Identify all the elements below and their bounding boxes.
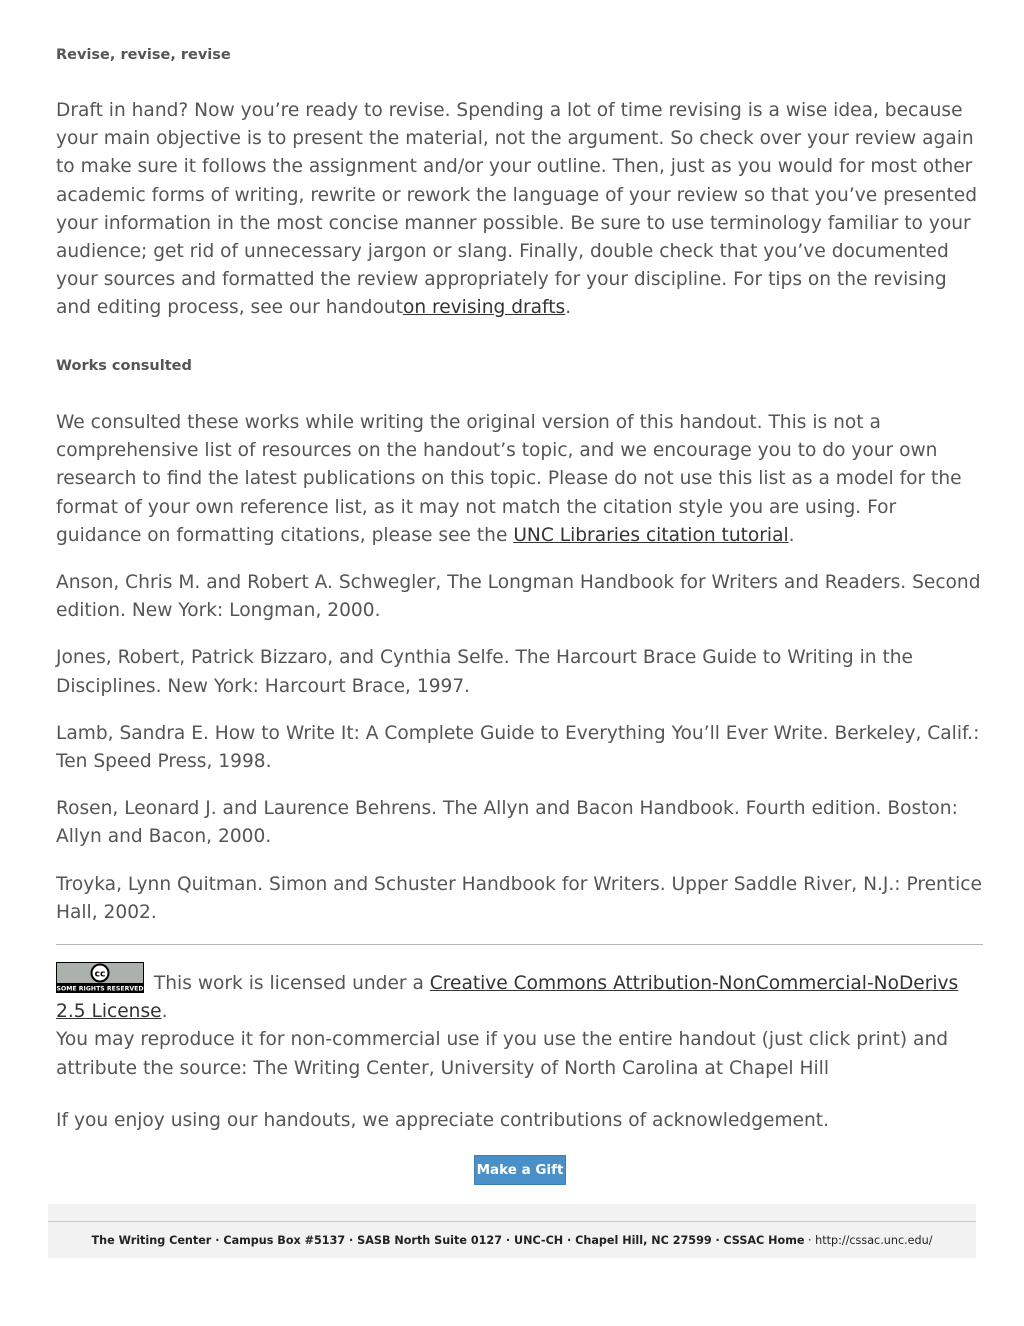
works-paragraph	[56, 409, 986, 550]
make-a-gift-button[interactable]: Make a Gift	[474, 1155, 566, 1185]
svg-text:cc: cc	[94, 969, 106, 980]
footer-url[interactable]: http://cssac.unc.edu/	[815, 1234, 933, 1247]
license-period: .	[161, 1001, 168, 1023]
citation-tutorial-link[interactable]: UNC Libraries citation tutorial	[513, 524, 789, 546]
footer-divider	[48, 1221, 976, 1222]
reference-item: Anson, Chris M. and Robert A. Schwegler, The Longman Handbook for Writers and Readers. Second edition. New York: Longman, 2000.	[56, 572, 981, 622]
works-paragraph-text: We consulted these works while writing the original version of this handout. This is not a comprehensive list of resources on the handout’s topic, and we encourage you to do your own research to find the latest publications on this topic. Please do not use this list as a model for the format of your own reference list, as it may not match the citation style you are using. For guidance on formatting citations, please see the	[56, 412, 962, 546]
reference-list	[56, 569, 986, 946]
contributions-text: If you enjoy using our handouts, we appreciate contributions of acknowledgement.	[56, 1110, 829, 1131]
revise-paragraph-end: .	[565, 297, 572, 319]
section-heading-works-consulted: Works consulted	[56, 358, 192, 374]
revise-paragraph	[56, 97, 986, 323]
cssac-home-link[interactable]: CSSAC Home	[723, 1234, 805, 1247]
reference-item: Rosen, Leonard J. and Laurence Behrens. The Allyn and Bacon Handbook. Fourth edition. Boston: Allyn and Bacon, 2000.	[56, 798, 958, 848]
footer-address-text: The Writing Center · Campus Box #5137 · SASB North Suite 0127 · UNC-CH · Chapel Hill, NC 27599 ·	[91, 1234, 720, 1247]
reference-item: Jones, Robert, Patrick Bizzaro, and Cynthia Selfe. The Harcourt Brace Guide to Writing in the Disciplines. New York: Harcourt Brace, 1997.	[56, 647, 913, 697]
footer-address	[48, 1234, 976, 1247]
works-paragraph-end: .	[788, 524, 795, 546]
section-heading-revise: Revise, revise, revise	[56, 47, 231, 63]
creative-commons-badge-icon[interactable]	[56, 962, 144, 993]
reference-item: Lamb, Sandra E. How to Write It: A Complete Guide to Everything You’ll Ever Write. Berkeley, Calif.: Ten Speed Press, 1998.	[56, 722, 980, 773]
cc-license-link[interactable]: Creative Commons Attribution-NonCommercial-NoDerivs 2.5 License	[56, 973, 959, 1023]
reproduce-text: You may reproduce it for non-commercial use if you use the entire handout (just click print) and attribute the source: The Writing Center, University of North Carolina at Chapel Hill	[56, 1029, 949, 1079]
license-block	[56, 962, 986, 1083]
license-statement	[56, 962, 986, 1083]
footer-separator: ·	[804, 1234, 816, 1247]
revise-paragraph-text: Draft in hand? Now you’re ready to revise. Spending a lot of time revising is a wise idea, because your main objective is to present the material, not the argument. So check over your review again to make sure it follows the assignment and/or your outline. Then, just as you would for most other academic forms of writing, rewrite or rework the language of your review so that you’ve presented your information in the most concise manner possible. Be sure to use terminology familiar to your audience; get rid of unnecessary jargon or slang. Finally, double check that you’ve documented your sources and formatted the review appropriately for your discipline. For tips on the revising and editing process, see our handout	[56, 100, 978, 319]
reference-item: Troyka, Lynn Quitman. Simon and Schuster Handbook for Writers. Upper Saddle River, N.J.: Prentice Hall, 2002.	[56, 873, 982, 923]
license-intro-text: This work is licensed under a	[148, 973, 430, 994]
revising-drafts-link[interactable]: on revising drafts	[402, 297, 566, 319]
svg-text:SOME RIGHTS RESERVED: SOME RIGHTS RESERVED	[56, 985, 144, 993]
horizontal-divider	[56, 944, 983, 945]
footer	[48, 1204, 976, 1258]
